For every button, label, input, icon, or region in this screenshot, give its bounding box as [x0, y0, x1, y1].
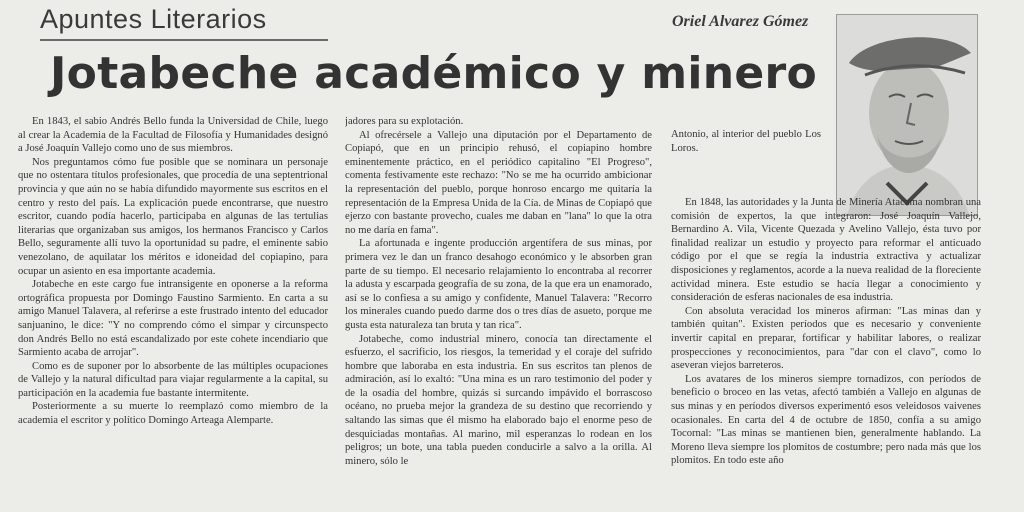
article-column-3 [671, 196, 981, 512]
paragraph: Nos preguntamos cómo fue posible que se nominara un personaje que no ostentara títulos profesionales, que procedía de una septentrional provincia y que aún no se había difundido mayormente sus escritos en el centro y resto del país. La explicación puede encontrarse, que nuestro escritor, cuando podía hacerlo, participaba en algunas de las tertulias literarias que organizaban sus amigos, los hermanos Francisco y Carlos Bello, seguramente allí tuvo la oportunidad su padre, el eminente sabio venezolano, de aquilatar los méritos e idoneidad del copiapino, para ocupar un asiento en esa importante academia. [18, 156, 328, 277]
paragraph: Como es de suponer por lo absorbente de las múltiples ocupaciones de Vallejo y la natural dificultad para viajar regularmente a la capital, su participación en la academia fue bastante intermitente. [18, 360, 328, 399]
section-rule [40, 39, 328, 41]
paragraph: jadores para su explotación. [345, 116, 464, 127]
paragraph: Jotabeche, como industrial minero, conocía tan directamente el esfuerzo, el sacrificio, los riesgos, la temeridad y el coraje del sufrido hombre que laboraba en esta industria. En sus escritos tan plenos de admiración, así lo exaltó: "Una mina es un raro testimonio del poder y de la osadía del hombre, quizás si surcando impávido el borrascoso océano, no prueba mejor la grandeza de su destino que recorriendo y saltando las simas que él mismo ha elaborado bajo el enorme peso de desquiciadas montañas. Al marino, mil esperanzas lo rodean en los peligros; un bote, una tabla pueden conducirle a salvo a la orilla. Al minero, sólo le [345, 333, 652, 467]
paragraph: En 1843, el sabio Andrés Bello funda la Universidad de Chile, luego al crear la Academia de la Facultad de Filosofía y Humanidades designó a José Joaquín Vallejo como uno de sus miembros. [18, 116, 328, 155]
paragraph: La afortunada e ingente producción argentífera de sus minas, por primera vez le dan un franco desahogo económico y le absorben gran parte de su tiempo. El necesario relajamiento lo encontraba al recorrer la adusta y escarpada geografía de su zona, de la que era un enamorado, así se lo confiesa a su amigo y confidente, Manuel Talavera: "Recorro los minerales cuando puedo darme dos o tres días de asueto, porque me gusta esta naturaleza tan bruta y tan rica". [345, 238, 652, 331]
author-byline: Oriel Alvarez Gómez [672, 13, 809, 30]
paragraph: En 1848, las autoridades y la Junta de Minería Atacama nombran una comisión de expertos, la que integraron: José Joaquín Vallejo, Bernardino A. Vila, Vicente Quezada y Avelino Vallejo, ésta tuvo por finalidad realizar un estudio y proyecto para reformar el anticuado código por el que se regía la industria extractiva y actualizar disposiciones y reglamentos, acorde a la nueva realidad de la floreciente actividad minera. Este estudio se hacía llegar a conocimiento y consideración de esferas nacionales de esa industria. [671, 197, 981, 304]
section-title: Apuntes Literarios [40, 4, 267, 34]
paragraph: Antonio, al interior del pueblo Los Loros. [671, 129, 821, 154]
portrait-illustration [837, 15, 977, 215]
paragraph: Al ofrecérsele a Vallejo una diputación por el Departamento de Copiapó, que en un principio rehusó, el copiapino hombre eminentemente práctico, en el periódico capitalino "El Progreso", comenta festivamente este rechazo: "No se me ha ocurrido ambicionar la representación del pueblo, porque honroso encargo me quitaría la representación de la Empresa Unida de la Cía. de Minas de Copiapó que ejerzo con bastante provecho, cuales me daban en "lana" lo que la otra no me daría en fama". [345, 129, 652, 236]
article-column-1 [18, 115, 328, 512]
article-headline: Jotabeche académico y minero [50, 48, 818, 99]
article-column-2 [345, 115, 652, 512]
paragraph: Los avatares de los mineros siempre tornadizos, con períodos de beneficio o broceo en las vetas, afectó también a Vallejo en algunas de sus minas y en períodos diversos experimentó esos veleidosos vaivenes ocasionales. En carta del 4 de octubre de 1850, confía a su amigo Tocornal: "Las minas se mantienen bien, generalmente hablando. La Moreno lleva siempre los plomitos de costumbre; pero nada más que los plomitos. En todo este año [671, 373, 981, 467]
paragraph: Posteriormente a su muerte lo reemplazó como miembro de la academia el escritor y político Domingo Arteaga Alemparte. [18, 401, 328, 427]
paragraph: Con absoluta veracidad los mineros afirman: "Las minas dan y también quitan". Existen períodos que es necesario y conveniente invertir capital en preparar, fortificar y habilitar labores, o realizar prospecciones y reconocimientos, para "dar con el clavo", como lo aseveran viejos barreteros. [671, 305, 981, 372]
author-portrait [836, 14, 978, 216]
paragraph: Jotabeche en este cargo fue intransigente en oponerse a la reforma ortográfica propuesta por Domingo Faustino Sarmiento. En carta a su amigo Manuel Talavera, al referirse a este frustrado intento del educador sanjuanino, le dice: "Y no comprendo cómo el simpar y circunspecto don Andrés Bello no está escandalizado por este cohete incendiario que Sarmiento acaba de arrojar". [18, 279, 328, 359]
